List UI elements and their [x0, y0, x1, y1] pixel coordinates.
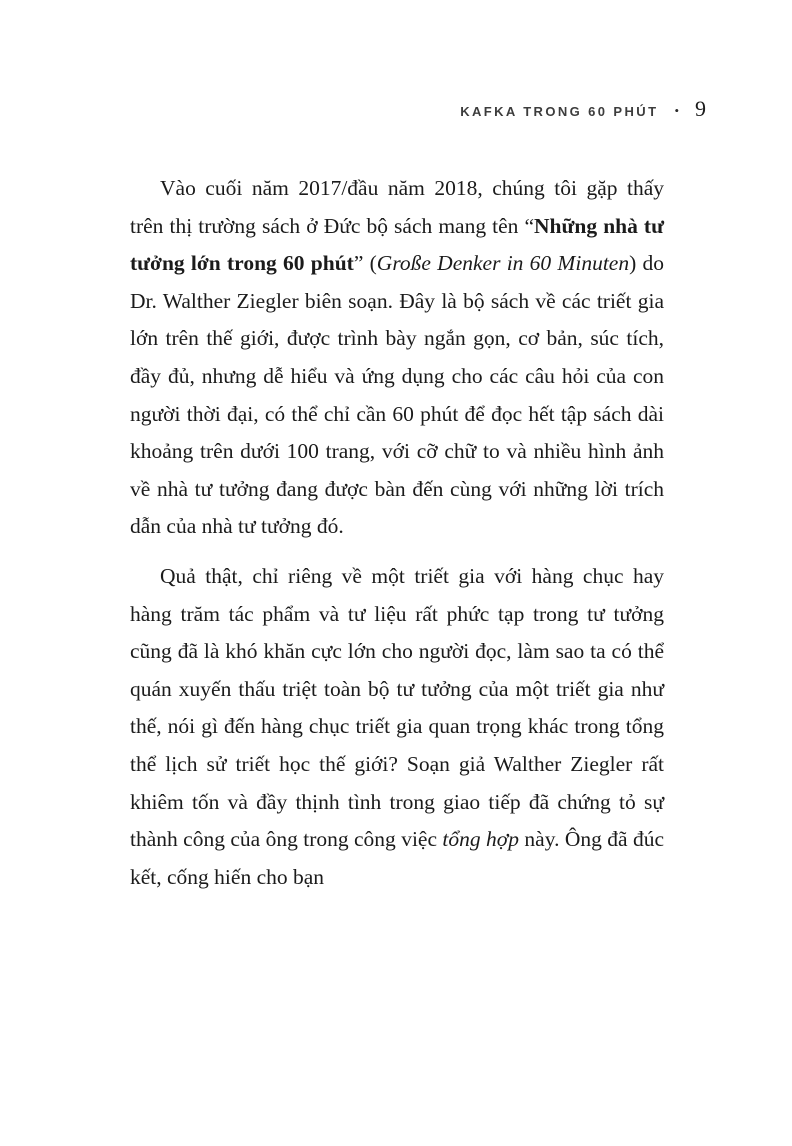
paragraph: Vào cuối năm 2017/đầu năm 2018, chúng tôi gặp thấy trên thị trường sách ở Đức bộ sách mang tên “Những nhà tư tưởng lớn trong 60 phút” (Große Denker in 60 Minuten) do Dr. Walther Ziegler biên soạn. Đây là bộ sách về các triết gia lớn trên thế giới, được trình bày ngắn gọn, cơ bản, súc tích, đầy đủ, nhưng dễ hiểu và ứng dụng cho các câu hỏi của con người thời đại, có thể chỉ cần 60 phút để đọc hết tập sách dài khoảng trên dưới 100 trang, với cỡ chữ to và nhiều hình ảnh về nhà tư tưởng đang được bàn đến cùng với những lời trích dẫn của nhà tư tưởng đó. [130, 176, 665, 539]
paragraph: Quả thật, chỉ riêng về một triết gia với hàng chục hay hàng trăm tác phẩm và tư liệu rất phức tạp trong tư tưởng cũng đã là khó khăn cực lớn cho người đọc, làm sao ta có thể quán xuyến thấu triệt toàn bộ tư tưởng của một triết gia như thế, nói gì đến hàng chục triết gia quan trọng khác trong tổng thể lịch sử triết học thế giới? Soạn giả Walther Ziegler rất khiêm tốn và đầy thịnh tình trong giao tiếp đã chứng tỏ sự thành công của ông trong công việc tổng hợp này. Ông đã đúc kết, cống hiến cho bạn [130, 563, 665, 889]
running-header [130, 96, 706, 122]
running-title: KAFKA TRONG 60 PHÚT [460, 104, 659, 119]
page-body [130, 170, 664, 908]
page-number: 9 [695, 96, 706, 121]
bullet-separator-icon: • [674, 103, 679, 118]
